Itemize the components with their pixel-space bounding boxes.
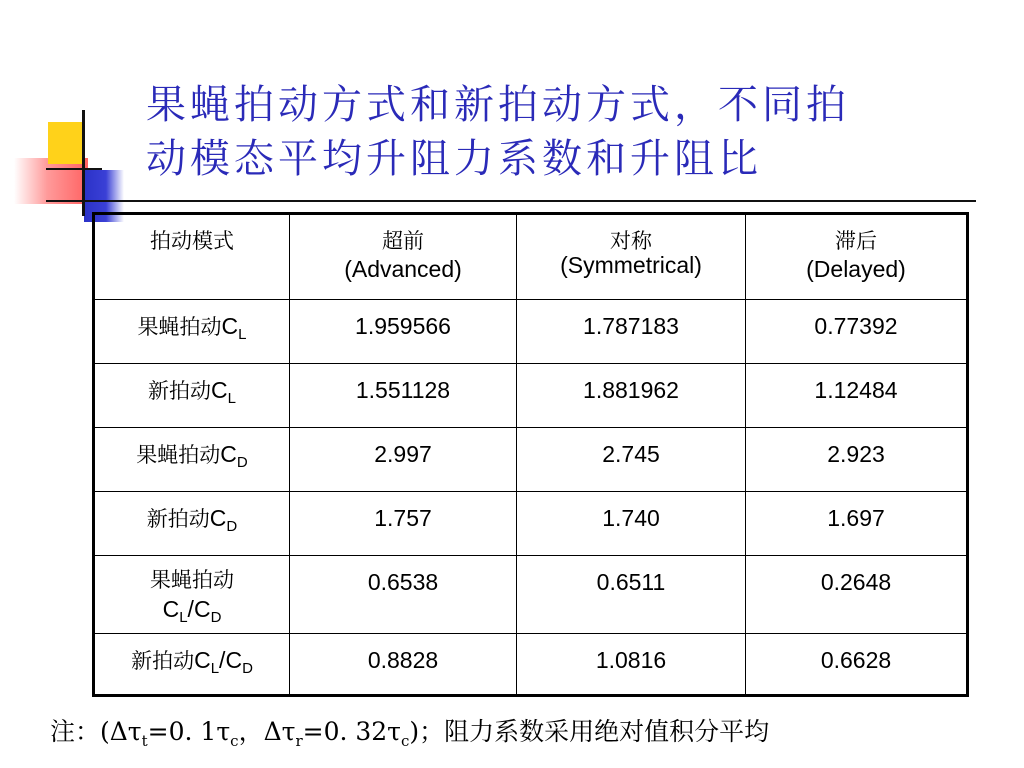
table-cell: 1.12484	[746, 364, 968, 428]
table-cell: 0.77392	[746, 300, 968, 364]
table-cell: 1.740	[517, 492, 746, 556]
table-cell: 0.6538	[290, 556, 517, 634]
row-label-symbol: C	[194, 647, 211, 673]
row-label	[94, 300, 290, 364]
row-label-prefix: 新拍动	[131, 649, 195, 673]
row-label-subscript: L	[210, 660, 220, 677]
decor-horizontal-line	[46, 200, 976, 202]
note-subscript: c	[401, 732, 410, 750]
row-label	[94, 556, 290, 634]
row-label-symbol: C	[220, 441, 237, 467]
row-label-symbol: C	[162, 596, 180, 622]
row-label-symbol: C	[211, 377, 228, 403]
table-row	[94, 428, 968, 492]
row-label-subscript: L	[227, 390, 236, 407]
row-label	[94, 364, 290, 428]
row-label-subscript: D	[210, 609, 222, 626]
row-label-prefix: 果蝇拍动	[136, 443, 221, 467]
row-label-symbol: C	[221, 313, 239, 339]
table-row	[94, 492, 968, 556]
results-table	[92, 212, 969, 697]
table-cell: 2.923	[746, 428, 968, 492]
row-label-prefix: 果蝇拍动	[137, 315, 222, 339]
header-line-2: (Symmetrical)	[560, 252, 702, 278]
table-cell: 1.787183	[517, 300, 746, 364]
decor-short-line	[46, 168, 102, 170]
row-label-subscript: D	[226, 518, 238, 535]
table-cell: 1.0816	[517, 634, 746, 696]
header-line-1: 滞后	[835, 229, 877, 253]
decor-yellow-block	[48, 122, 82, 164]
table-header-row	[94, 214, 968, 300]
header-line-2: (Delayed)	[806, 256, 906, 282]
row-label-prefix: 新拍动	[148, 379, 212, 403]
row-label	[94, 492, 290, 556]
note-text: ，Δτ	[238, 717, 296, 746]
row-label	[94, 634, 290, 696]
table-cell: 2.745	[517, 428, 746, 492]
table-cell: 1.551128	[290, 364, 517, 428]
row-label-subscript: D	[236, 454, 248, 471]
header-line-1: 拍动模式	[150, 229, 234, 253]
footnote	[50, 712, 1010, 750]
table-row	[94, 300, 968, 364]
slide-title	[146, 78, 966, 186]
table-cell: 1.697	[746, 492, 968, 556]
title-line-1: 果蝇拍动方式和新拍动方式，不同拍	[146, 82, 850, 128]
table-cell: 0.6628	[746, 634, 968, 696]
table-cell: 0.2648	[746, 556, 968, 634]
row-label-slash: /	[187, 596, 194, 622]
row-label-prefix: 果蝇拍动	[150, 568, 234, 592]
row-label-subscript: L	[179, 609, 188, 626]
row-label	[94, 428, 290, 492]
note-subscript: r	[295, 732, 303, 750]
note-text: =0. 1τ	[147, 717, 231, 746]
decor-red-block	[14, 158, 88, 204]
note-subscript: c	[230, 732, 239, 750]
row-label-subscript: D	[242, 660, 253, 677]
row-label-slash: /	[219, 647, 226, 673]
header-line-2: (Advanced)	[344, 256, 462, 282]
table-cell: 2.997	[290, 428, 517, 492]
table-cell: 0.8828	[290, 634, 517, 696]
table-cell: 1.881962	[517, 364, 746, 428]
header-line-1: 对称	[610, 229, 652, 253]
header-cell	[746, 214, 968, 300]
header-cell	[517, 214, 746, 300]
header-cell	[94, 214, 290, 300]
row-label-symbol: C	[225, 647, 243, 673]
header-cell	[290, 214, 517, 300]
note-text: )；阻力系数采用绝对值积分平均	[409, 717, 770, 746]
note-text: 注：(Δτ	[50, 717, 142, 746]
title-line-2: 动模态平均升阻力系数和升阻比	[146, 136, 762, 182]
note-text: =0. 32τ	[302, 717, 402, 746]
table-cell: 1.959566	[290, 300, 517, 364]
header-line-1: 超前	[382, 229, 424, 253]
table-cell: 1.757	[290, 492, 517, 556]
row-label-symbol: C	[209, 505, 227, 531]
table-cell: 0.6511	[517, 556, 746, 634]
row-label-prefix: 新拍动	[146, 507, 210, 531]
row-label-ratio	[99, 595, 285, 624]
table-row	[94, 634, 968, 696]
table-row	[94, 556, 968, 634]
table-row	[94, 364, 968, 428]
note-subscript: t	[141, 732, 148, 750]
row-label-symbol: C	[193, 596, 211, 622]
row-label-subscript: L	[238, 326, 247, 343]
